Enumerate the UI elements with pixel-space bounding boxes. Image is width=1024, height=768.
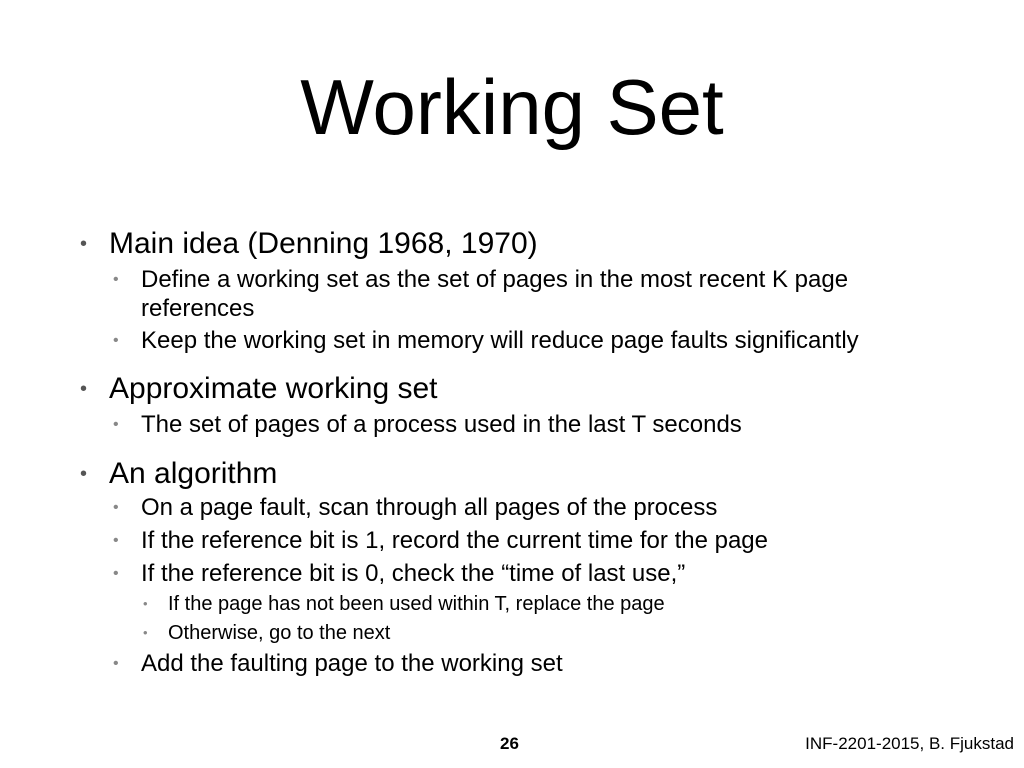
sub-bullet-define-working-set	[113, 265, 849, 295]
sub-bullet-text: On a page fault, scan through all pages of the process	[141, 494, 718, 521]
slide-title: Working Set	[300, 63, 724, 151]
bullet-dot: •	[80, 378, 88, 400]
bullet-dot: •	[143, 596, 148, 611]
bullet-approximate-text: Approximate working set	[109, 372, 438, 405]
bullet-algorithm	[80, 457, 278, 491]
sub-bullet-text: The set of pages of a process used in the last T seconds	[141, 411, 742, 438]
sub-bullet-continuation	[141, 294, 254, 324]
bullet-dot: •	[113, 532, 119, 549]
sub-bullet-add-faulting-page	[113, 649, 563, 679]
bullet-approximate-working-set	[80, 372, 438, 406]
sub-bullet-keep-working-set	[113, 326, 859, 356]
subsub-bullet-text: Otherwise, go to the next	[168, 622, 391, 644]
subsub-bullet-replace-page	[143, 591, 665, 617]
sub-bullet-text: Keep the working set in memory will reduce page faults significantly	[141, 327, 859, 354]
bullet-dot: •	[113, 271, 119, 288]
bullet-dot: •	[113, 332, 119, 349]
sub-bullet-reference-bit-1	[113, 526, 768, 556]
bullet-dot: •	[113, 655, 119, 672]
subsub-bullet-go-next	[143, 620, 391, 646]
bullet-main-idea-text: Main idea (Denning 1968, 1970)	[109, 227, 538, 260]
bullet-main-idea	[80, 227, 538, 261]
bullet-dot: •	[113, 416, 119, 433]
footer-text: INF-2201-2015, B. Fjukstad	[805, 734, 1014, 753]
sub-bullet-text: If the reference bit is 1, record the current time for the page	[141, 527, 768, 554]
sub-bullet-text: If the reference bit is 0, check the “time of last use,”	[141, 560, 686, 587]
sub-bullet-text: references	[141, 295, 255, 322]
bullet-dot: •	[80, 463, 88, 485]
slide-number: 26	[500, 734, 519, 753]
sub-bullet-text: Add the faulting page to the working set	[141, 650, 563, 677]
subsub-bullet-text: If the page has not been used within T, replace the page	[168, 593, 665, 615]
bullet-dot: •	[113, 565, 119, 582]
sub-bullet-last-t-seconds	[113, 410, 742, 440]
sub-bullet-text: Define a working set as the set of pages in the most recent K page	[141, 266, 849, 293]
sub-bullet-reference-bit-0	[113, 559, 686, 589]
bullet-dot: •	[113, 499, 119, 516]
sub-bullet-scan-pages	[113, 493, 718, 523]
bullet-dot: •	[80, 233, 88, 255]
bullet-dot: •	[143, 625, 148, 640]
bullet-algorithm-text: An algorithm	[109, 457, 278, 490]
